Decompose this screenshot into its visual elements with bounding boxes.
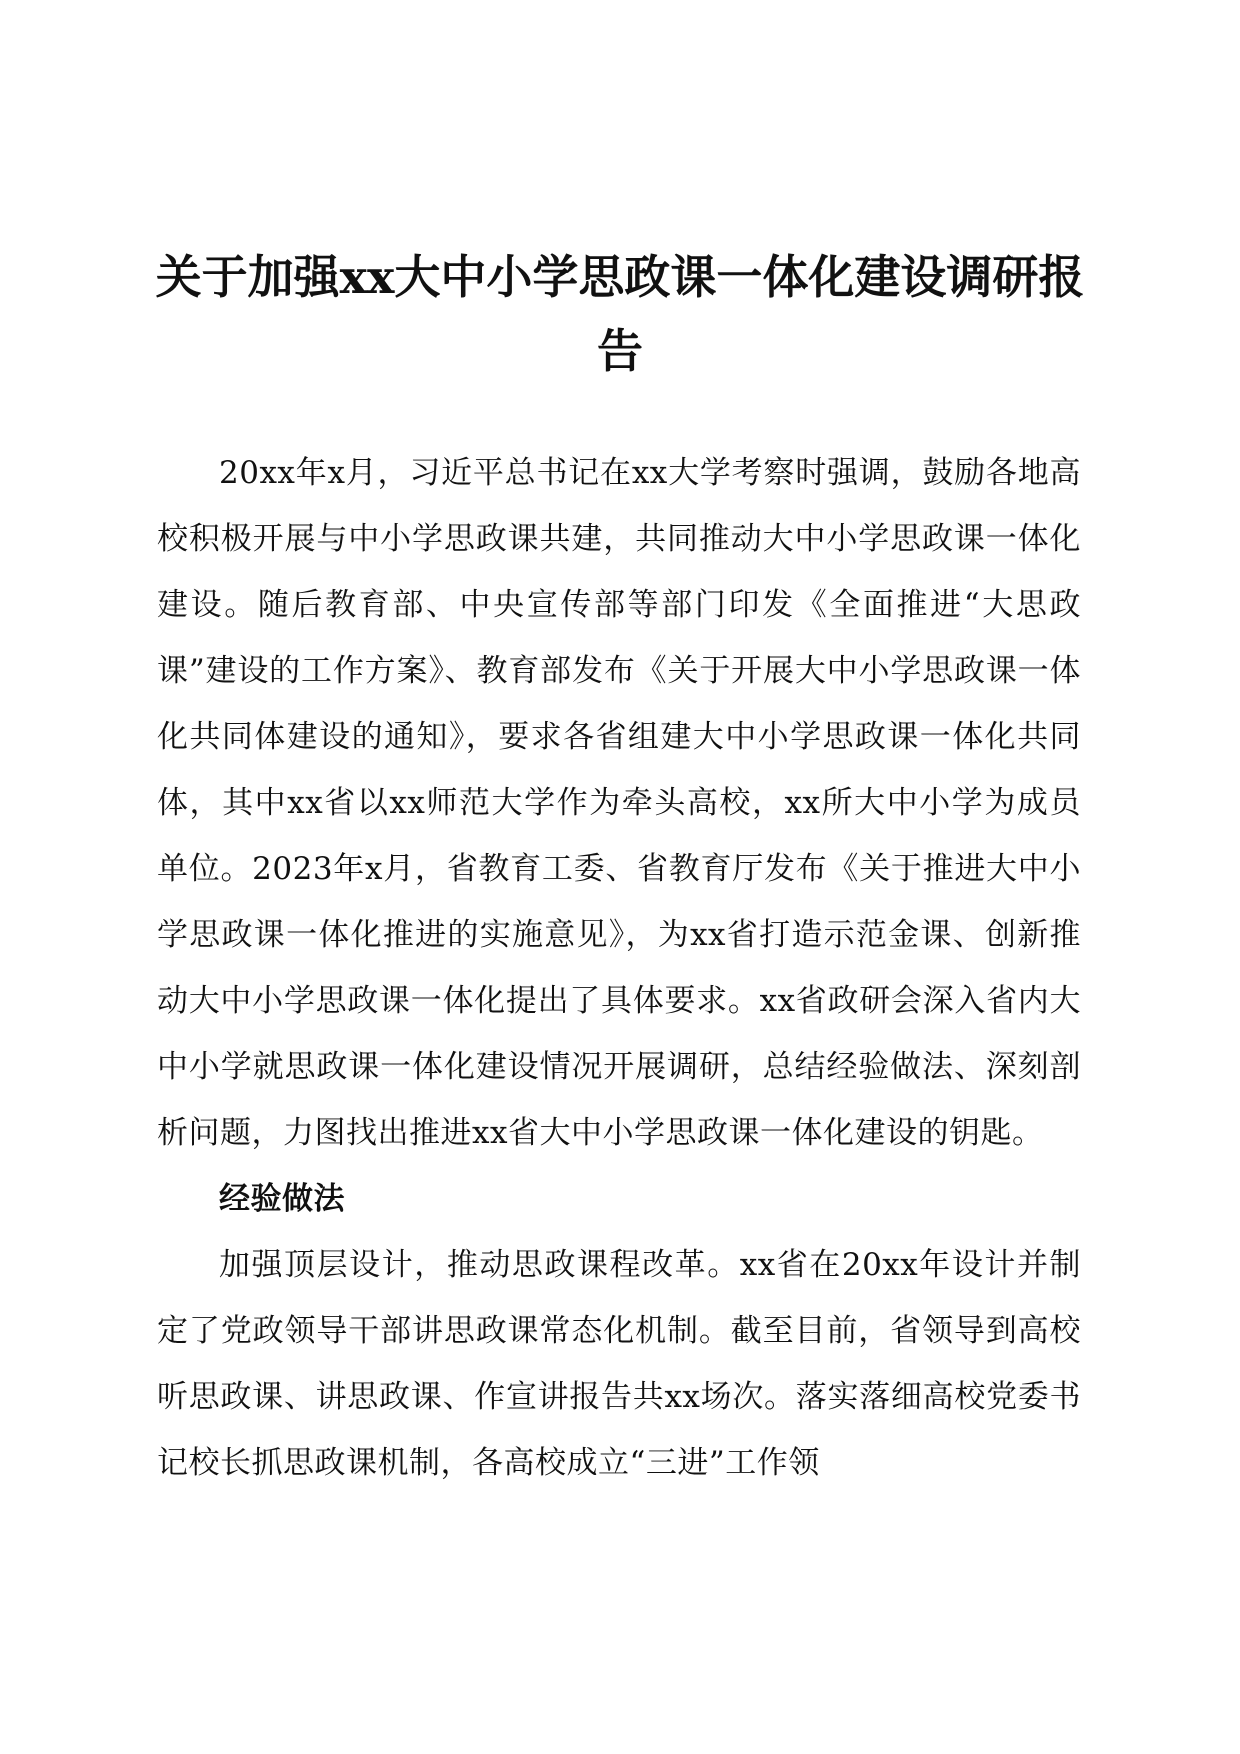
intro-paragraph: 20xx年x月，习近平总书记在xx大学考察时强调，鼓励各地高校积极开展与中小学思政课共建，共同推动大中小学思政课一体化建设。随后教育部、中央宣传部等部门印发《全面推进“大思政课”建设的工作方案》、教育部发布《关于开展大中小学思政课一体化共同体建设的通知》，要求各省组建大中小学思政课一体化共同体，其中xx省以xx师范大学作为牵头高校，xx所大中小学为成员单位。2023年x月，省教育工委、省教育厅发布《关于推进大中小学思政课一体化推进的实施意见》，为xx省打造示范金课、创新推动大中小学思政课一体化提出了具体要求。xx省政研会深入省内大中小学就思政课一体化建设情况开展调研，总结经验做法、深刻剖析问题，力图找出推进xx省大中小学思政课一体化建设的钥匙。: [157, 455, 1081, 1151]
experience-paragraph: 加强顶层设计，推动思政课程改革。xx省在20xx年设计并制定了党政领导干部讲思政课常态化机制。截至目前，省领导到高校听思政课、讲思政课、作宣讲报告共xx场次。落实落细高校党委书记校长抓思政课机制，各高校成立“三进”工作领: [157, 1247, 1081, 1481]
section-heading: 经验做法: [219, 1181, 345, 1217]
document-title: 关于加强xx大中小学思政课一体化建设调研报告: [155, 250, 1085, 378]
document-body: [157, 440, 1081, 1496]
